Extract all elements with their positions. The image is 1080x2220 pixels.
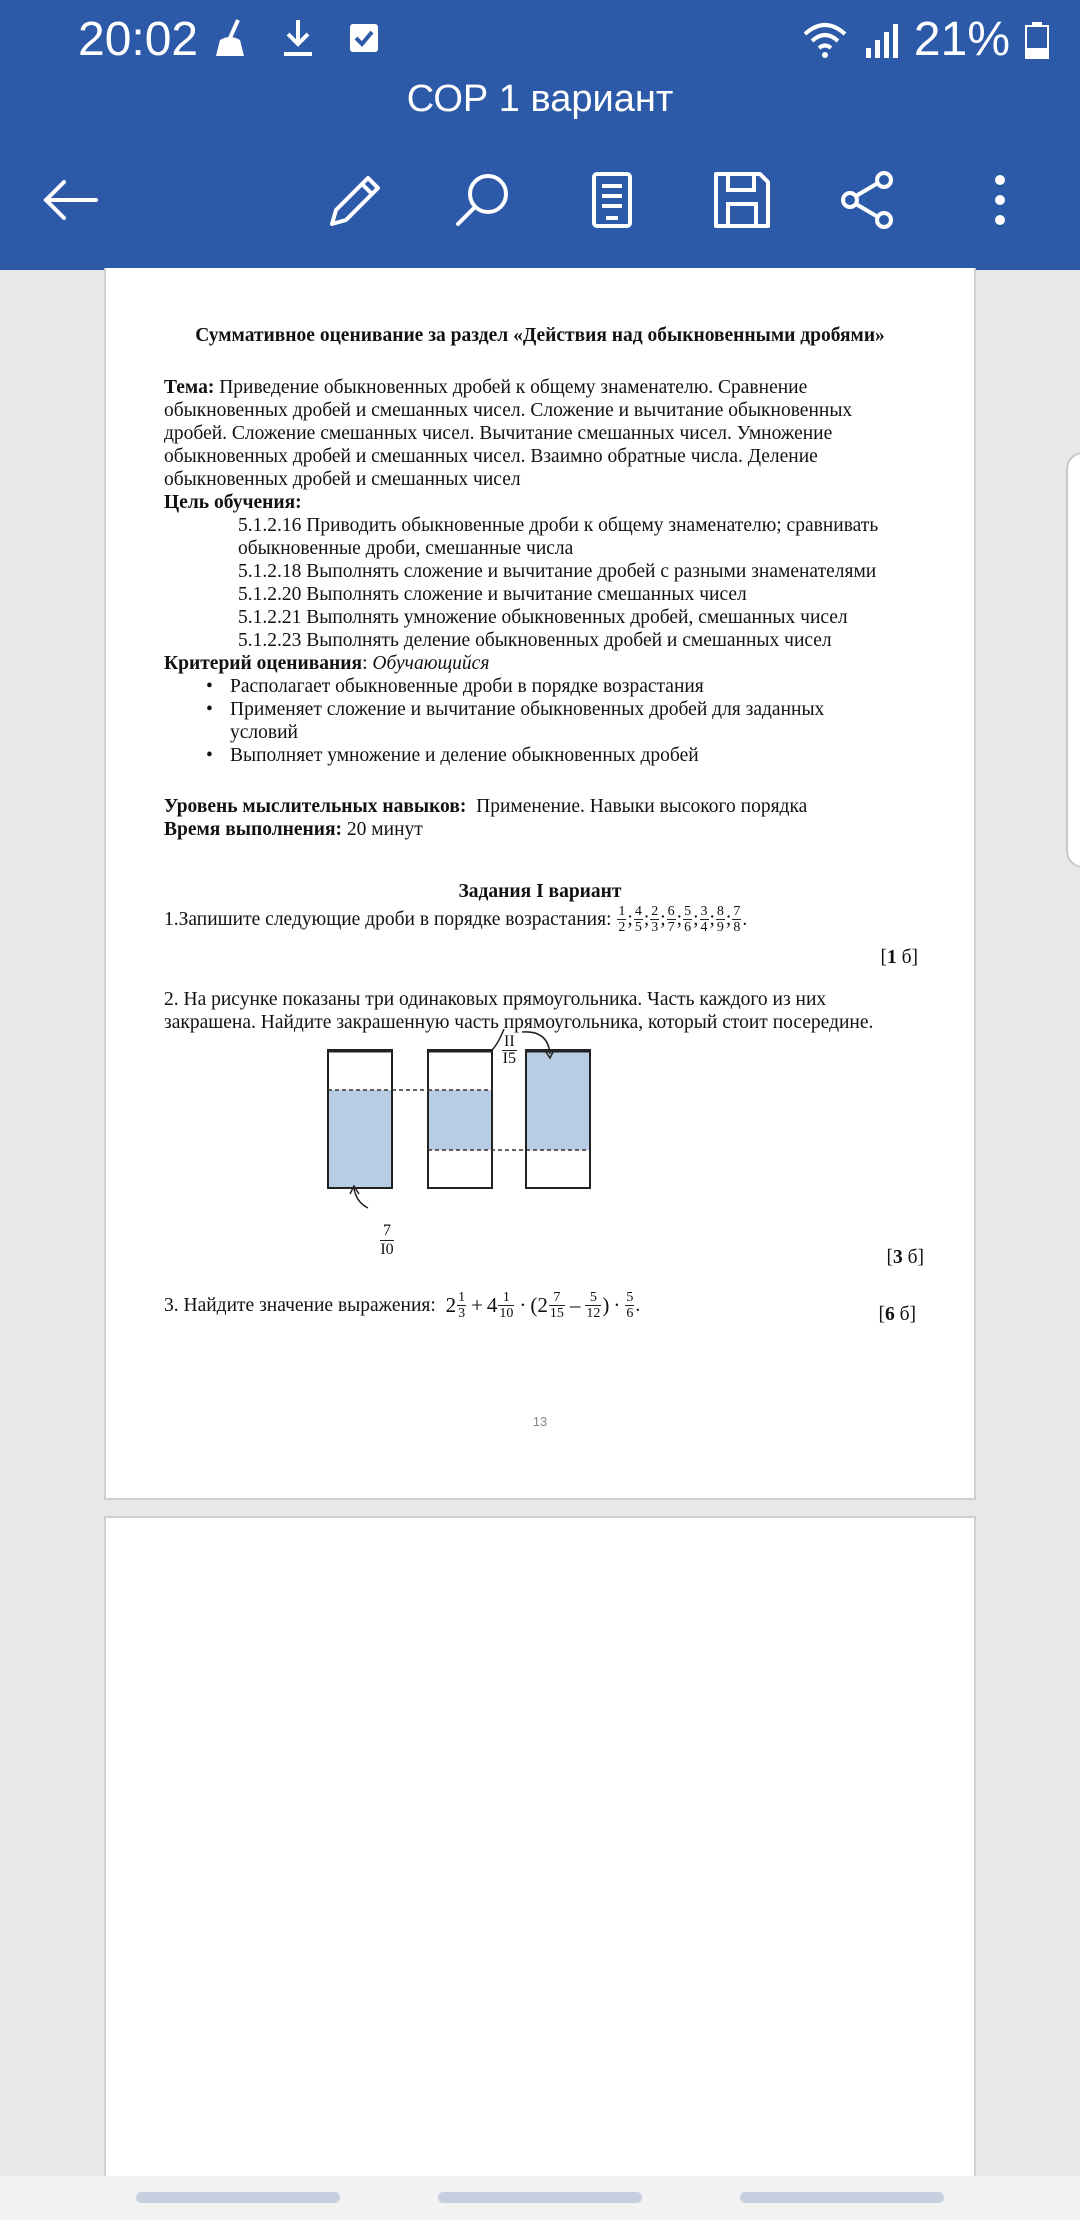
search-icon	[450, 168, 514, 232]
task2-line: 2. На рисунке показаны три одинаковых прямоугольника. Часть каждого из них	[164, 989, 827, 1010]
goal-item: 5.1.2.23 Выполнять деление обыкновенных дробей и смешанных чисел	[238, 630, 832, 651]
fraction: $\frac{5}{6}$	[626, 1290, 634, 1321]
doc-heading: Суммативное оценивание за раздел «Действия над обыкновенными дробями»	[195, 325, 885, 346]
rectangles-figure	[296, 1026, 716, 1306]
rectangle-right-shaded	[526, 1050, 590, 1150]
separator: ;	[725, 909, 732, 930]
edit-pencil-icon	[322, 168, 386, 232]
scroll-indicator[interactable]	[438, 2192, 642, 2203]
fraction: $\frac{1}{3}$	[458, 1290, 466, 1321]
save-button[interactable]	[702, 160, 782, 240]
separator: ;	[709, 909, 715, 930]
tasks-heading: Задания I вариант	[458, 881, 622, 902]
end-mark: .	[635, 1295, 641, 1316]
goals-list	[164, 514, 924, 652]
goal-item: обыкновенные дроби, смешанные числа	[238, 538, 574, 559]
fraction: $\frac{7}{8}$	[733, 904, 741, 935]
separator: ;	[660, 909, 666, 930]
criteria-text: Располагает обыкновенные дроби в порядке возрастания	[230, 676, 704, 697]
save-icon	[710, 168, 774, 232]
battery-percent: 21%	[913, 13, 1010, 66]
topic-line: дробей. Сложение смешанных чисел. Вычитание смешанных чисел. Умножение	[164, 423, 833, 444]
criteria-label: Критерий оценивания	[164, 653, 363, 674]
criteria-list	[164, 675, 924, 767]
criteria-text: Выполняет умножение и деление обыкновенных дробей	[230, 745, 699, 766]
app-bar	[0, 0, 1080, 270]
rectangle-middle-shaded	[428, 1090, 492, 1150]
criteria-text: условий	[230, 722, 298, 743]
edit-button[interactable]	[314, 160, 394, 240]
operator: ·	[613, 1293, 621, 1317]
topic-line: Приведение обыкновенных дробей к общему знаменателю. Сравнение	[219, 377, 808, 398]
fraction: $\frac{1}{2}$	[618, 904, 626, 935]
task1-text: 1.Запишите следующие дроби в порядке возрастания:	[164, 909, 612, 930]
more-vert-icon	[980, 168, 1020, 232]
whole-part: 4	[486, 1293, 498, 1317]
task3	[164, 1290, 640, 1321]
separator: ;	[643, 909, 650, 930]
fraction: $\frac{3}{4}$	[700, 904, 708, 935]
status-icons-right	[800, 12, 1050, 67]
task3-score: [6 б]	[878, 1304, 916, 1325]
rectangle-left-shaded	[328, 1090, 392, 1188]
criteria-subject: Обучающийся	[372, 653, 490, 674]
wifi-icon	[800, 18, 850, 62]
separator: ;	[693, 909, 699, 930]
label-bottom-fraction: 7 I0	[380, 1222, 394, 1258]
fraction: $\frac{4}{5}$	[634, 904, 642, 935]
bullet: •	[206, 745, 213, 766]
whole-part: 2	[445, 1293, 457, 1317]
label-top-fraction: II I5	[502, 1033, 516, 1067]
fraction: $\frac{5}{12}$	[586, 1290, 601, 1321]
paren: (	[530, 1293, 538, 1317]
more-options-button[interactable]	[960, 160, 1040, 240]
fraction: $\frac{5}{6}$	[684, 904, 692, 935]
criteria-text: Применяет сложение и вычитание обыкновенных дробей для заданных	[230, 699, 825, 720]
criteria-colon: :	[362, 653, 368, 674]
topic-line: обыкновенных дробей и смешанных чисел. Взаимно обратные числа. Деление	[164, 446, 818, 467]
separator: ;	[676, 909, 683, 930]
status-icons-left	[208, 16, 384, 60]
goals-label: Цель обучения:	[164, 492, 302, 513]
paren: )	[602, 1293, 610, 1317]
share-icon	[836, 168, 900, 232]
operator: –	[569, 1293, 581, 1317]
goal-item: 5.1.2.21 Выполнять умножение обыкновенных дробей, смешанных чисел	[238, 607, 848, 628]
battery-icon	[1024, 18, 1050, 62]
scroll-indicator[interactable]	[740, 2192, 944, 2203]
share-button[interactable]	[828, 160, 908, 240]
criteria-item	[206, 675, 924, 698]
task3-text: 3. Найдите значение выражения:	[164, 1295, 436, 1316]
page-number: 13	[532, 1414, 548, 1429]
arrow-bottom	[354, 1188, 368, 1208]
scroll-indicator[interactable]	[136, 2192, 340, 2203]
task1	[164, 904, 747, 935]
bullet: •	[206, 699, 213, 720]
document-page-next	[104, 1516, 976, 2196]
bullet: •	[206, 676, 213, 697]
search-button[interactable]	[442, 160, 522, 240]
task2-line: закрашена. Найдите закрашенную часть прямоугольника, который стоит посередине.	[164, 1012, 874, 1033]
bottom-scroll-bar	[0, 2176, 1080, 2220]
criteria-item	[206, 698, 924, 721]
topic-label: Тема:	[164, 377, 215, 398]
broom-icon	[208, 16, 252, 60]
skills-line	[164, 795, 807, 818]
topic-line: обыкновенных дробей и смешанных чисел	[164, 469, 521, 490]
reading-mode-button[interactable]	[572, 160, 652, 240]
whole-part: 2	[537, 1293, 548, 1317]
task2-score: [3 б]	[886, 1247, 924, 1268]
fraction: $\frac{6}{7}$	[667, 904, 675, 935]
skills-value: Применение. Навыки высокого порядка	[476, 796, 808, 817]
fraction: $\frac{1}{10}$	[499, 1290, 514, 1321]
document-title: СОР 1 вариант	[406, 78, 674, 120]
reading-mode-icon	[580, 168, 644, 232]
topic-block	[164, 376, 924, 767]
back-arrow-icon	[38, 168, 102, 232]
fraction: $\frac{8}{9}$	[716, 904, 724, 935]
document-page	[104, 268, 976, 1500]
fraction: $\frac{2}{3}$	[651, 904, 659, 935]
end-mark: .	[742, 909, 748, 930]
goal-item: 5.1.2.16 Приводить обыкновенные дроби к общему знаменателю; сравнивать	[238, 515, 879, 536]
side-panel-handle[interactable]	[1066, 452, 1080, 868]
operator: ·	[519, 1293, 527, 1317]
signal-icon	[864, 18, 900, 62]
download-icon	[278, 16, 318, 60]
criteria-item	[206, 744, 924, 767]
checkbox-icon	[344, 16, 384, 60]
skills-label: Уровень мыслительных навыков:	[164, 796, 467, 817]
time-line	[164, 818, 423, 841]
goal-item: 5.1.2.18 Выполнять сложение и вычитание дробей с разными знаменателями	[238, 561, 877, 582]
time-value: 20 минут	[346, 819, 423, 840]
task1-score: [1 б]	[880, 947, 918, 968]
back-button[interactable]	[30, 160, 110, 240]
topic-line: обыкновенных дробей и смешанных чисел. Сложение и вычитание обыкновенных	[164, 400, 853, 421]
fraction: $\frac{7}{15}$	[549, 1290, 564, 1321]
separator: ;	[627, 909, 633, 930]
goal-item: 5.1.2.20 Выполнять сложение и вычитание смешанных чисел	[238, 584, 747, 605]
operator: +	[471, 1293, 483, 1317]
time-label: Время выполнения:	[164, 819, 343, 840]
status-time: 20:02	[78, 13, 199, 66]
